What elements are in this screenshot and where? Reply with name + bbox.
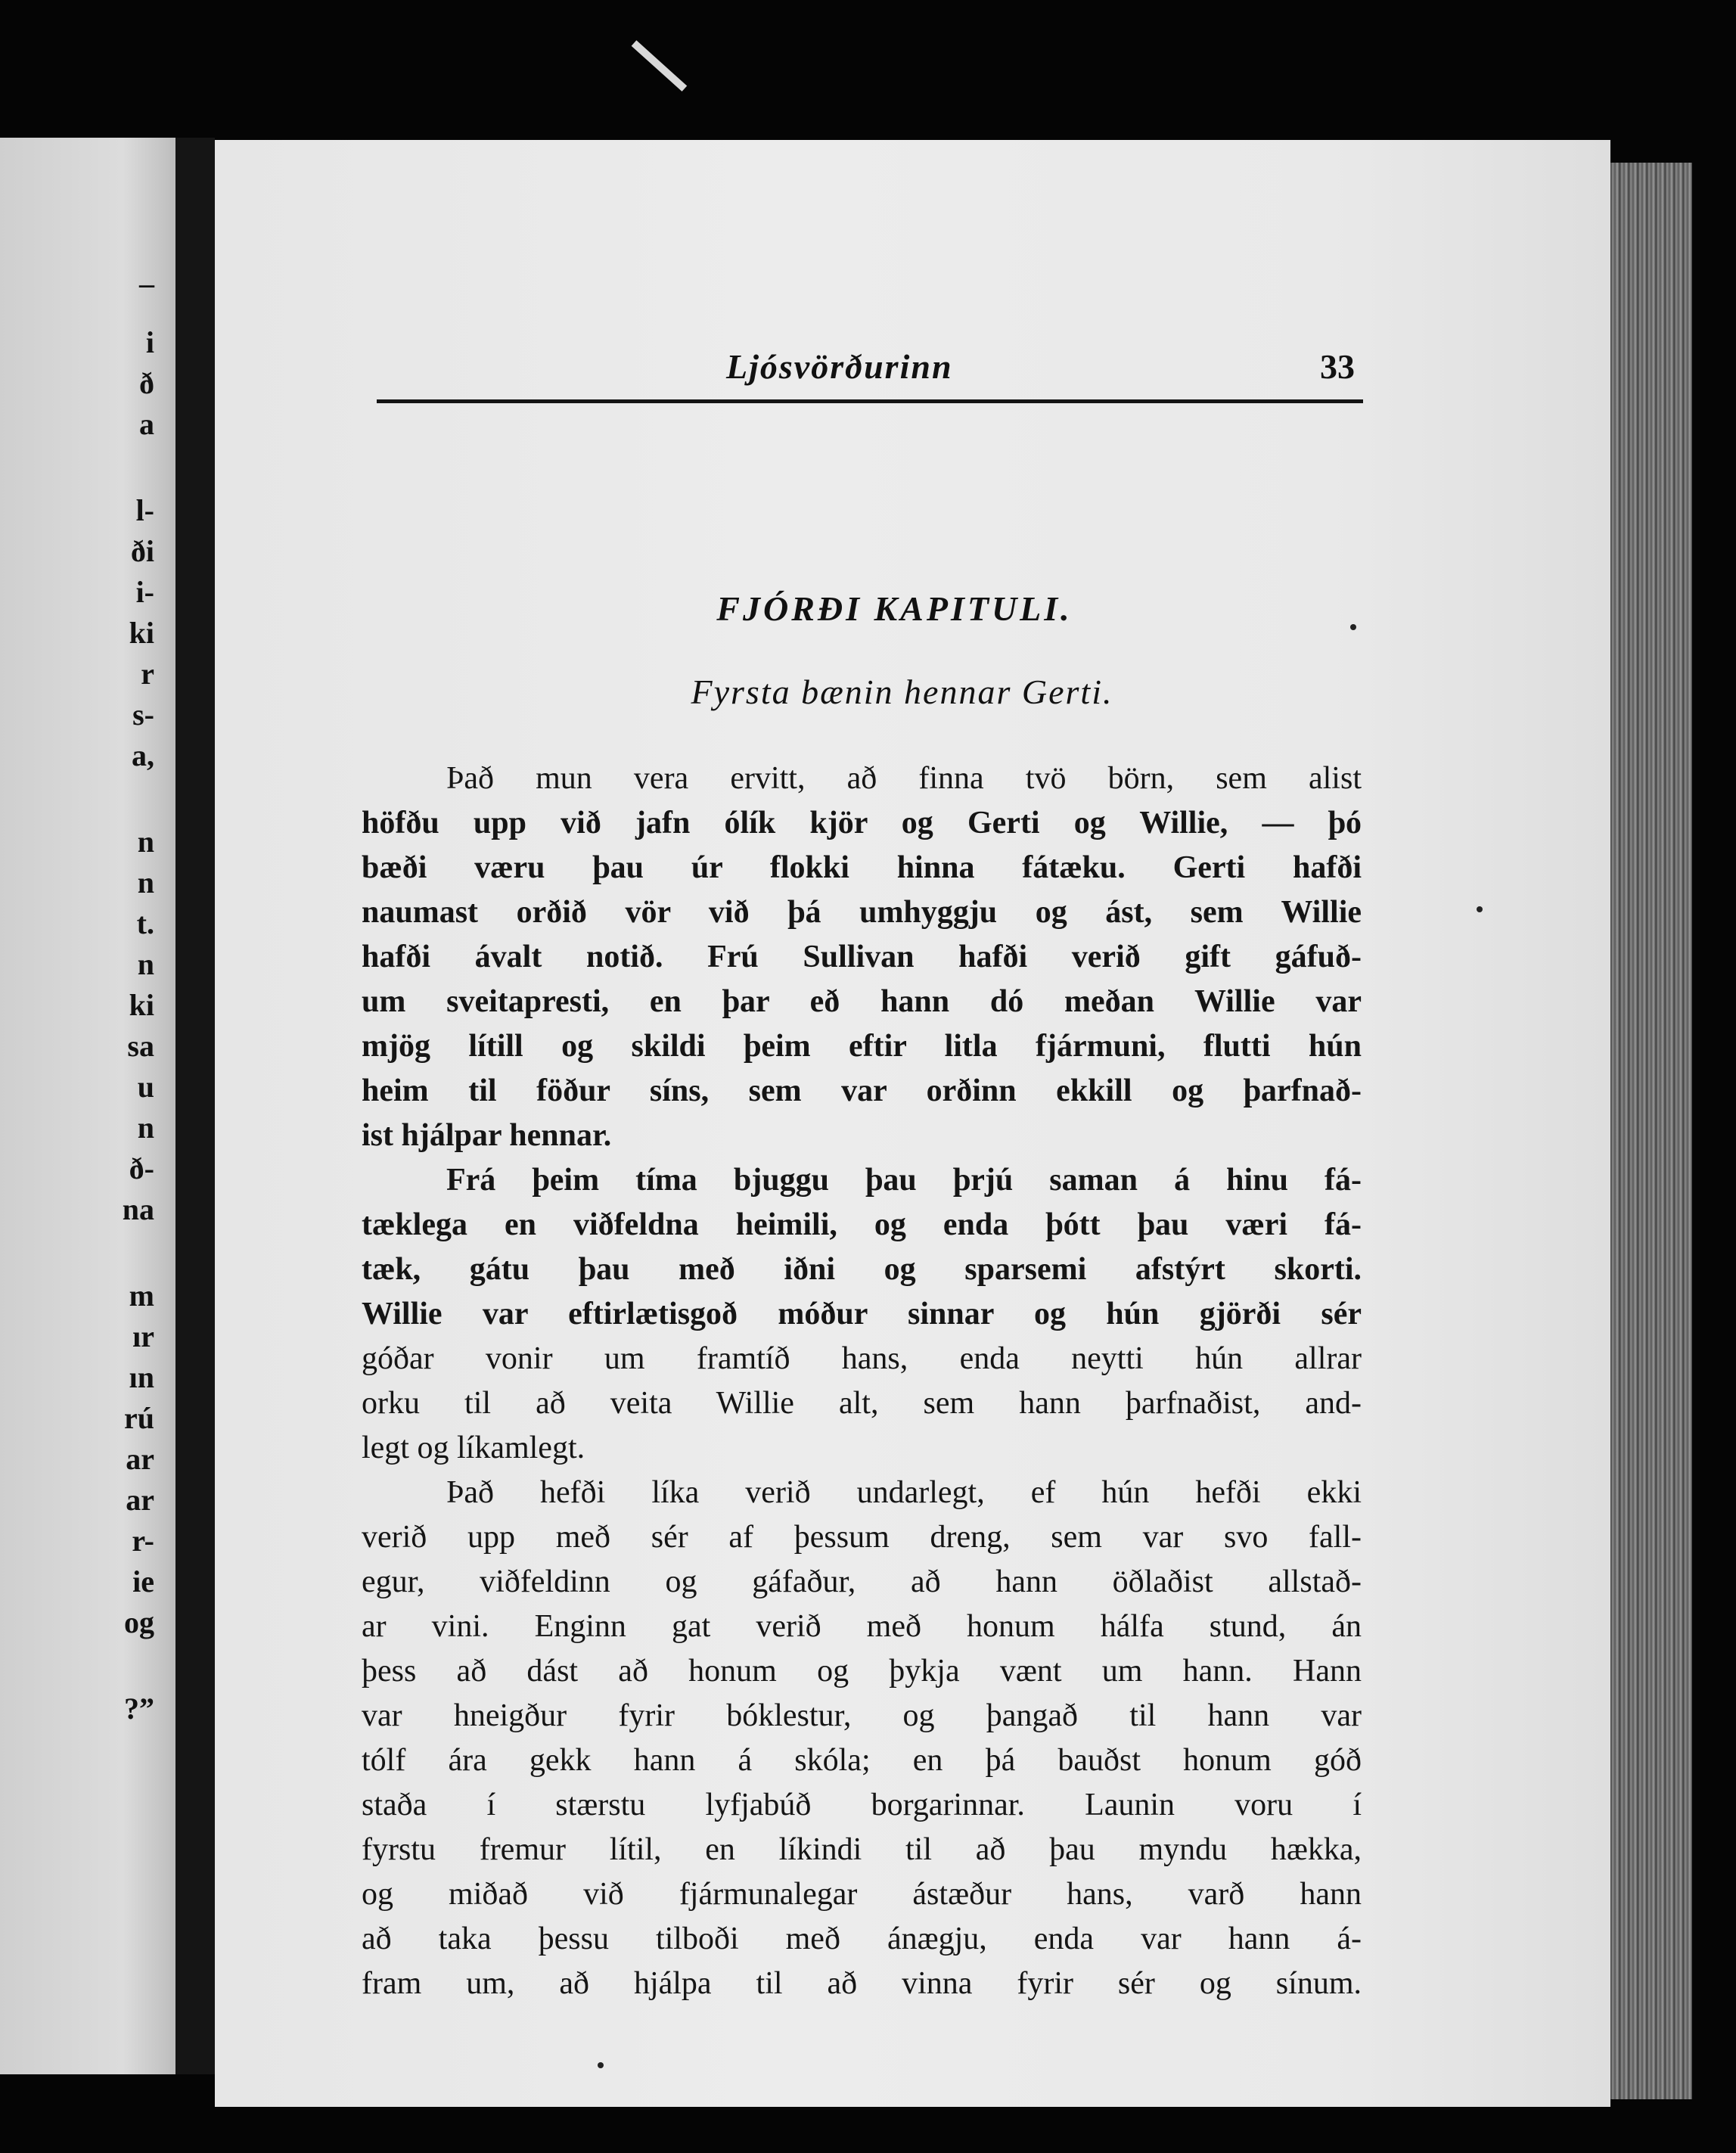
- text-line: tæk, gátu þau með iðni og sparsemi afstýrt skorti.: [362, 1252, 1362, 1287]
- text-line: bæði væru þau úr flokki hinna fátæku. Gerti hafði: [362, 850, 1362, 885]
- text-line: verið upp með sér af þessum dreng, sem var svo fall-: [362, 1520, 1362, 1555]
- left-page-fragment: ?”: [124, 1692, 154, 1726]
- left-page-fragment: ie: [132, 1564, 154, 1598]
- text-line: fyrstu fremur lítil, en líkindi til að þau myndu hækka,: [362, 1832, 1362, 1867]
- left-page-fragment: r-: [132, 1524, 154, 1558]
- page-edges: [1610, 163, 1692, 2099]
- left-page-fragment: ki: [129, 616, 154, 650]
- left-page-fragment: n: [137, 825, 154, 859]
- left-page-fragment: n: [137, 865, 154, 899]
- text-line: naumast orðið vör við þá umhyggju og ást, sem Willie: [362, 895, 1362, 930]
- left-page-fragment: l-: [135, 493, 154, 527]
- text-line: Willie var eftirlætisgoð móður sinnar og hún gjörði sér: [362, 1297, 1362, 1331]
- left-page-fragment: na: [122, 1192, 154, 1226]
- text-line: að taka þessu tilboði með ánægju, enda var hann á-: [362, 1922, 1362, 1956]
- text-line: ar vini. Enginn gat verið með honum hálfa stund, án: [362, 1609, 1362, 1644]
- left-page-fragment: ki: [129, 988, 154, 1022]
- left-page-fragment: ar: [126, 1483, 154, 1517]
- text-line: ist hjálpar hennar.: [362, 1118, 612, 1153]
- book-gutter: [175, 138, 215, 2074]
- running-title: Ljósvörðurinn: [726, 347, 953, 386]
- text-line: tólf ára gekk hann á skóla; en þá bauðst honum góð: [362, 1743, 1362, 1778]
- text-line: staða í stærstu lyfjabúð borgarinnar. Launin voru í: [362, 1788, 1362, 1822]
- body-text: [362, 757, 1362, 2006]
- left-page-fragment: i-: [135, 575, 154, 609]
- text-line: tæklega en viðfeldna heimili, og enda þótt þau væri fá-: [362, 1207, 1362, 1242]
- left-page-fragment: i: [145, 325, 154, 359]
- chapter-title: FJÓRÐI KAPITULI.: [716, 589, 1073, 628]
- text-line: þess að dást að honum og þykja vænt um hann. Hann: [362, 1654, 1362, 1689]
- text-line: og miðað við fjármunalegar ástæður hans, varð hann: [362, 1877, 1362, 1912]
- left-page-fragment: u: [137, 1070, 154, 1104]
- left-page-fragment: ð-: [129, 1151, 154, 1185]
- left-facing-page: [0, 138, 175, 2074]
- text-line: góðar vonir um framtíð hans, enda neytti hún allrar: [362, 1341, 1362, 1376]
- chapter-title-row: [0, 589, 1736, 629]
- header-rule: [377, 399, 1363, 403]
- speck: [598, 2062, 604, 2068]
- text-line: var hneigður fyrir bóklestur, og þangað til hann var: [362, 1698, 1362, 1733]
- text-line: orku til að veita Willie alt, sem hann þarfnaðist, and-: [362, 1386, 1362, 1421]
- left-page-fragment: r: [141, 657, 154, 691]
- left-page-fragment: m: [129, 1278, 154, 1313]
- text-line: um sveitapresti, en þar eð hann dó meðan Willie var: [362, 984, 1362, 1019]
- scan-mark: [632, 40, 688, 92]
- left-page-fragment: ın: [129, 1360, 154, 1394]
- left-page-fragment: ar: [126, 1442, 154, 1476]
- text-line: mjög lítill og skildi þeim eftir litla fjármuni, flutti hún: [362, 1029, 1362, 1064]
- left-page-fragment: og: [124, 1605, 154, 1639]
- left-page-fragment: a: [139, 407, 154, 441]
- text-line: Það mun vera ervitt, að finna tvö börn, sem alist: [446, 761, 1362, 796]
- left-page-fragment: a,: [132, 738, 154, 772]
- text-line: Það hefði líka verið undarlegt, ef hún hefði ekki: [446, 1475, 1362, 1510]
- page-number: 33: [1320, 347, 1355, 386]
- chapter-subtitle-row: [0, 672, 1736, 712]
- text-line: Frá þeim tíma bjuggu þau þrjú saman á hinu fá-: [446, 1163, 1362, 1198]
- chapter-subtitle: Fyrsta bænin hennar Gerti.: [691, 673, 1113, 711]
- left-page-fragment: n: [137, 1111, 154, 1145]
- text-line: hafði ávalt notið. Frú Sullivan hafði verið gift gáfuð-: [362, 940, 1362, 974]
- speck: [1350, 624, 1356, 630]
- left-page-fragment: ði: [130, 534, 154, 568]
- left-page-fragment: ð: [139, 366, 154, 400]
- left-page-fragment: –: [139, 266, 154, 300]
- speck: [1477, 906, 1483, 912]
- left-page-fragment: sa: [127, 1029, 154, 1063]
- text-line: heim til föður síns, sem var orðinn ekkill og þarfnað-: [362, 1073, 1362, 1108]
- text-line: höfðu upp við jafn ólík kjör og Gerti og Willie, — þó: [362, 806, 1362, 840]
- left-page-fragment: n: [137, 947, 154, 981]
- left-page-fragment: s-: [132, 697, 154, 732]
- left-page-fragment: ır: [132, 1319, 154, 1353]
- text-line: egur, viðfeldinn og gáfaður, að hann öðlaðist allstað-: [362, 1564, 1362, 1599]
- text-line: fram um, að hjálpa til að vinna fyrir sér og sínum.: [362, 1966, 1362, 2001]
- text-line: legt og líkamlegt.: [362, 1431, 585, 1465]
- left-page-fragment: t.: [136, 906, 154, 940]
- left-page-fragment: rú: [124, 1401, 154, 1435]
